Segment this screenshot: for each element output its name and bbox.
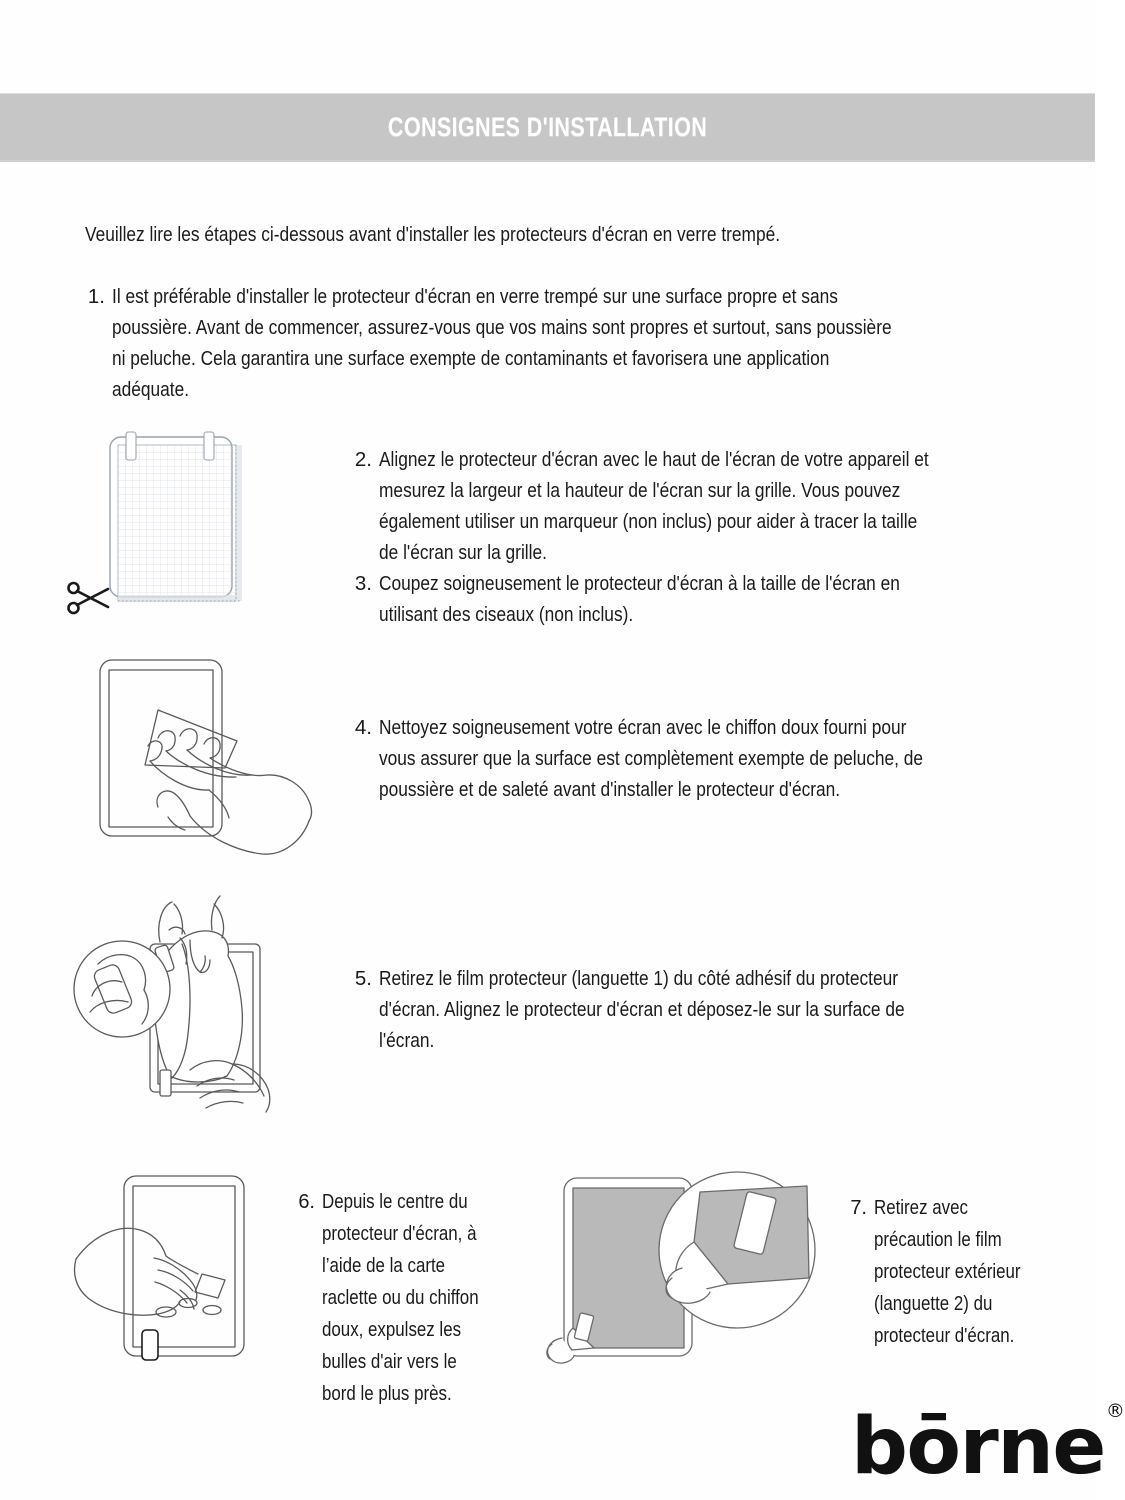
step-item-1 <box>85 281 1045 405</box>
hand-back-top <box>76 1228 166 1259</box>
step-item-4 <box>352 712 1052 805</box>
lower-hand-outline <box>232 1064 270 1112</box>
hand-inner-line <box>209 790 229 818</box>
step-text-3-content: Coupez soigneusement le protecteur d'écran à la taille de l'écran en utilisant des ciseaux (non inclus). <box>379 572 900 626</box>
squeegee-card <box>195 1274 225 1298</box>
intro-text: Veuillez lire les étapes ci-dessous avant d'installer les protecteurs d'écran en verre trempé. <box>85 223 781 246</box>
step-number-2: 2. <box>354 448 372 471</box>
step-item-7 <box>849 1192 1059 1352</box>
hand-outline-lower <box>190 816 309 854</box>
registered-trademark-icon: ® <box>1105 1400 1125 1422</box>
hands-peeling-liner-illustration <box>62 884 362 1119</box>
finger-line-3 <box>210 758 267 776</box>
right-finger-outer <box>211 896 220 930</box>
hand-outline-upper <box>267 775 312 821</box>
tab-left <box>126 432 136 460</box>
left-finger-outer <box>159 902 172 942</box>
step-text-1 <box>112 281 1045 405</box>
finger-2 <box>158 1270 193 1291</box>
pull-tab-bottom <box>160 1070 171 1096</box>
finger-line-2 <box>187 750 252 775</box>
step-number-4: 4. <box>354 716 372 739</box>
thumb <box>157 791 190 816</box>
header-band <box>0 93 1095 162</box>
step-number-7: 7. <box>850 1197 867 1219</box>
step-text-1-content: Il est préférable d'installer le protecteur d'écran en verre trempé sur une surface propre et sans poussière. Avant de commencer, assurez-vous que vos mains sont propres et surtout, sans poussière ni peluche. Cela garantira une surface exempte de contaminants et favorisera une application adéquate. <box>112 285 892 401</box>
tablet-screen <box>109 670 213 827</box>
grid-sheet <box>118 445 236 601</box>
step-item-5 <box>352 963 1042 1056</box>
grid-illustration-svg <box>62 424 312 644</box>
cleaning-illustration-svg <box>62 644 337 869</box>
step-number-6: 6. <box>298 1191 315 1213</box>
hand-cleaning-screen-illustration <box>62 644 337 869</box>
hand-back-bottom <box>75 1259 159 1315</box>
air-bubble-2 <box>179 1299 197 1308</box>
step-text-6 <box>322 1186 527 1410</box>
peeling-illustration-svg <box>62 884 362 1119</box>
step-text-2-content: Alignez le protecteur d'écran avec le haut de l'écran de votre appareil et mesurez la largeur et la hauteur de l'écran sur la grille. Vous pouvez également utiliser un marqueur (non inclus) pour aider à tracer la taille de l'écran sur la grille. <box>379 448 929 564</box>
grid-overlay-scissors-illustration <box>62 424 312 644</box>
step-text-5-content: Retirez le film protecteur (languette 1) du côté adhésif du protecteur d'écran. Alignez le protecteur d'écran et déposez-le sur la surface de l'écran. <box>379 967 905 1052</box>
finger-2 <box>180 729 197 750</box>
lower-finger-3 <box>206 1101 243 1108</box>
lower-finger-2 <box>200 1090 239 1098</box>
finger-4 <box>148 741 162 761</box>
step-text-3 <box>379 568 1042 630</box>
intro-paragraph <box>85 219 1045 250</box>
step-item-6 <box>297 1186 527 1410</box>
outer-film-illustration-svg <box>532 1162 817 1387</box>
step-item-2 <box>352 444 1042 568</box>
hand-pushing-bubbles-illustration <box>62 1162 297 1387</box>
step-text-4 <box>379 712 1052 805</box>
step-text-7 <box>874 1192 1059 1352</box>
brand-logo <box>851 1400 1125 1492</box>
tablet-body <box>124 1176 244 1356</box>
cleaning-cloth <box>145 710 237 768</box>
finger-1 <box>154 1258 197 1300</box>
step-text-2 <box>379 444 1042 568</box>
finger-line-1 <box>166 751 236 777</box>
step-text-6-content: Depuis le centre du protecteur d'écran, à l’aide de la carte raclette ou du chiffon doux, expulsez les bulles d'air vers le bord le plus près. <box>322 1191 479 1405</box>
step-number-5: 5. <box>354 967 372 990</box>
finger-3 <box>204 738 220 758</box>
pull-tab <box>142 1330 158 1360</box>
step-number-1: 1. <box>87 285 105 308</box>
bubbles-illustration-svg <box>62 1162 297 1387</box>
step-text-4-content: Nettoyez soigneusement votre écran avec le chiffon doux fourni pour vous assurer que la surface est complètement exempte de peluche, de poussière et de saleté avant d'installer le protecteur d'écran. <box>379 716 924 801</box>
finger-1 <box>158 731 175 751</box>
peeling-outer-film-illustration <box>532 1162 817 1387</box>
step-item-3 <box>352 568 1042 630</box>
step-number-3: 3. <box>354 572 372 595</box>
page-title: CONSIGNES D'INSTALLATION <box>387 111 708 142</box>
left-finger-inner <box>174 904 183 934</box>
step-text-5 <box>379 963 1042 1056</box>
logo-wordmark: bōrne <box>851 1401 1105 1492</box>
thumb-crease <box>168 817 185 830</box>
scissors-icon <box>69 583 109 613</box>
tab-right <box>204 432 214 460</box>
step-text-7-content: Retirez avec précaution le film protecteur extérieur (languette 2) du protecteur d'écran. <box>874 1197 1021 1347</box>
tablet-body <box>100 660 222 836</box>
air-bubble-3 <box>203 1306 221 1315</box>
